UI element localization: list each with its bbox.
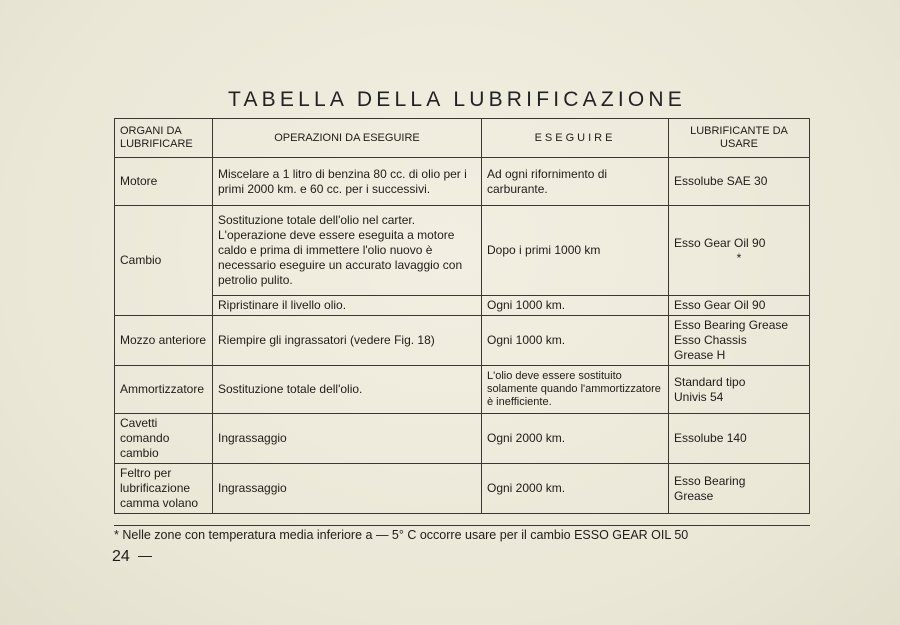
cell-lubricant bbox=[669, 316, 810, 366]
cell-organ: Cavetti comando cambio bbox=[115, 414, 213, 464]
page-number-value: 24 bbox=[112, 548, 130, 565]
table-header-row bbox=[115, 119, 810, 158]
table-row bbox=[115, 366, 810, 414]
cell-lubricant: Essolube SAE 30 bbox=[669, 158, 810, 206]
cell-organ: Ammortizzatore bbox=[115, 366, 213, 414]
lubricant-line: Grease bbox=[674, 488, 714, 503]
cell-lubricant: Essolube 140 bbox=[669, 414, 810, 464]
lubricant-line: Univis 54 bbox=[674, 389, 724, 404]
column-header-operazioni: OPERAZIONI DA ESEGUIRE bbox=[213, 119, 482, 158]
cell-operation: Sostituzione totale dell'olio. bbox=[213, 366, 482, 414]
cell-when: Ad ogni rifornimento di carburante. bbox=[482, 158, 669, 206]
cell-lubricant: Esso Gear Oil 90 bbox=[669, 296, 810, 316]
page-number bbox=[112, 548, 152, 566]
column-header-eseguire: ESEGUIRE bbox=[482, 119, 669, 158]
lubricant-line: Esso Bearing bbox=[674, 473, 746, 488]
cell-operation: Ingrassaggio bbox=[213, 414, 482, 464]
lubricant-line: Grease H bbox=[674, 348, 726, 362]
cell-when: Ogni 2000 km. bbox=[482, 414, 669, 464]
column-header-organi: ORGANI DA LUBRIFICARE bbox=[115, 119, 213, 158]
cell-when: Dopo i primi 1000 km bbox=[482, 206, 669, 296]
lubricant-line: Standard tipo bbox=[674, 374, 746, 389]
cell-when: Ogni 1000 km. bbox=[482, 316, 669, 366]
table-row bbox=[115, 158, 810, 206]
cell-operation: Ingrassaggio bbox=[213, 464, 482, 514]
cell-when: L'olio deve essere sostituito solamente quando l'ammortizzatore è inefficiente. bbox=[482, 366, 669, 414]
table-row bbox=[115, 464, 810, 514]
cell-operation: Riempire gli ingrassatori (vedere Fig. 18) bbox=[213, 316, 482, 366]
cell-lubricant bbox=[669, 206, 810, 296]
cell-when: Ogni 2000 km. bbox=[482, 464, 669, 514]
cell-organ: Cambio bbox=[115, 206, 213, 316]
cell-organ: Mozzo anteriore bbox=[115, 316, 213, 366]
table-footnote: * Nelle zone con temperatura media inferiore a — 5° C occorre usare per il cambio ESSO GEAR OIL 50 bbox=[114, 525, 810, 542]
footnote-marker: * bbox=[736, 250, 742, 265]
table-row bbox=[115, 316, 810, 366]
cell-organ: Feltro per lubrificazione camma volano bbox=[115, 464, 213, 514]
lubricant-primary: Esso Gear Oil 90 bbox=[674, 235, 766, 250]
cell-operation: Miscelare a 1 litro di benzina 80 cc. di olio per i primi 2000 km. e 60 cc. per i successivi. bbox=[213, 158, 482, 206]
cell-lubricant bbox=[669, 464, 810, 514]
lubricant-line: Esso Bearing Grease bbox=[674, 318, 789, 332]
lubricant-line: Esso Chassis bbox=[674, 333, 747, 347]
lubrication-table bbox=[114, 118, 810, 514]
cell-operation: Sostituzione totale dell'olio nel carter. L'operazione deve essere eseguita a motore caldo e prima di immettere l'olio nuovo è necessario eseguire un accurato lavaggio con petrolio pulito. bbox=[213, 206, 482, 296]
page-number-dash bbox=[138, 556, 152, 557]
cell-organ: Motore bbox=[115, 158, 213, 206]
page-title: TABELLA DELLA LUBRIFICAZIONE bbox=[228, 88, 686, 111]
table-row bbox=[115, 206, 810, 296]
table-row bbox=[115, 414, 810, 464]
cell-operation: Ripristinare il livello olio. bbox=[213, 296, 482, 316]
table-row bbox=[115, 296, 810, 316]
column-header-lubrificante: LUBRIFICANTE DA USARE bbox=[669, 119, 810, 158]
cell-lubricant bbox=[669, 366, 810, 414]
cell-when: Ogni 1000 km. bbox=[482, 296, 669, 316]
